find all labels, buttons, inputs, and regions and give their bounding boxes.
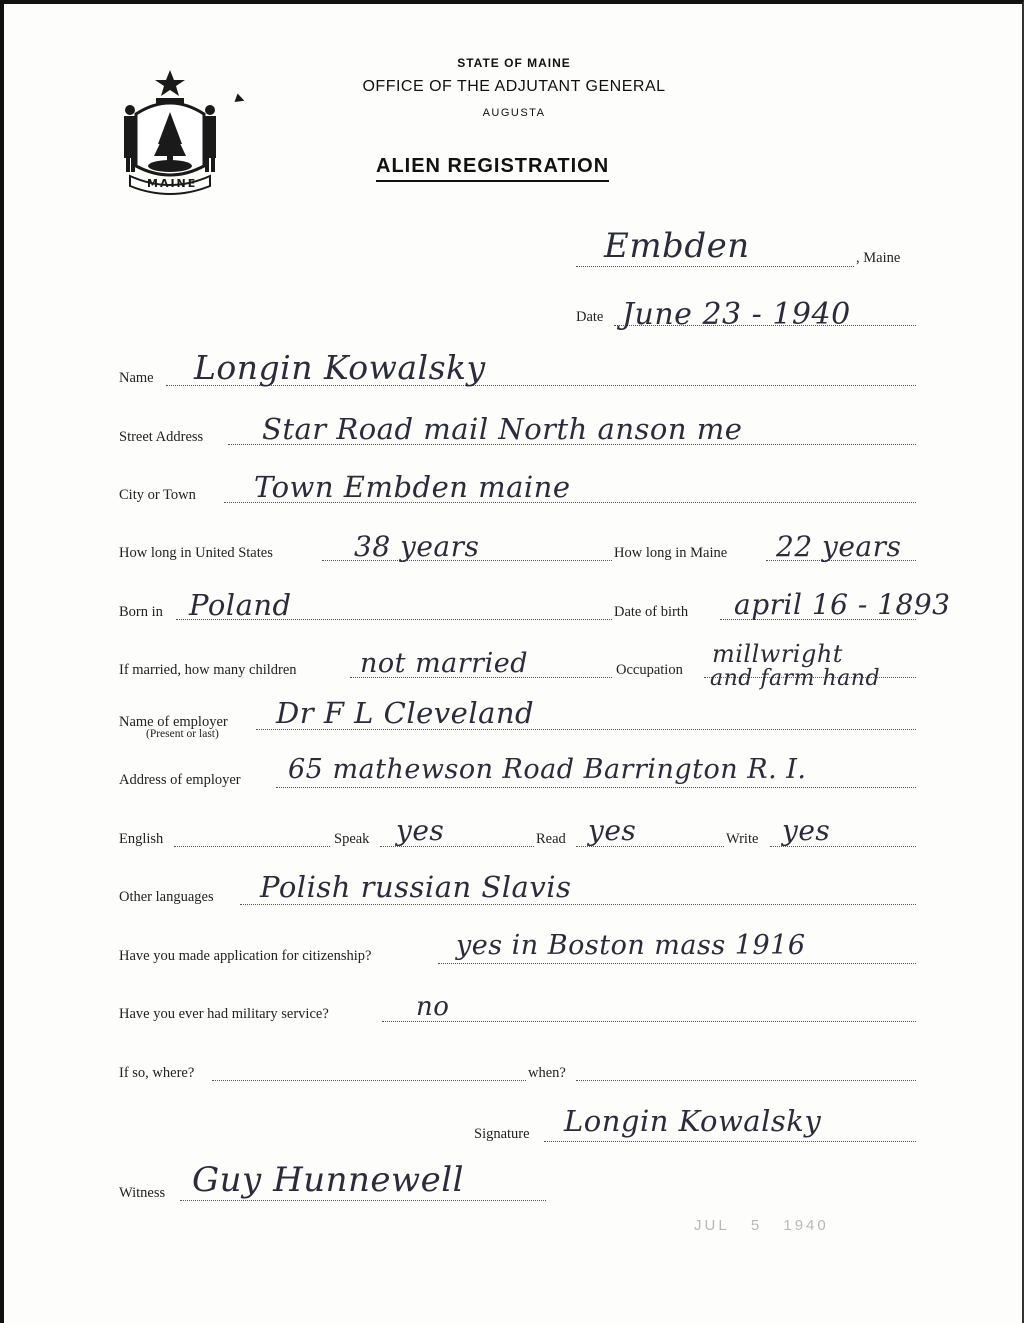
read-value: yes bbox=[588, 814, 637, 847]
years-us-value: 38 years bbox=[354, 530, 480, 563]
citizenship-value: yes in Boston mass 1916 bbox=[456, 930, 806, 961]
employer-sublabel: (Present or last) bbox=[146, 728, 219, 740]
write-label: Write bbox=[726, 831, 759, 847]
military-line bbox=[382, 1021, 916, 1022]
years-maine-value: 22 years bbox=[776, 530, 902, 563]
stamp-day: 5 bbox=[750, 1217, 763, 1234]
born-value: Poland bbox=[189, 588, 292, 622]
employer-address-line bbox=[276, 787, 916, 788]
form-title: ALIEN REGISTRATION bbox=[376, 155, 609, 182]
where-line bbox=[212, 1080, 526, 1081]
received-stamp bbox=[694, 1217, 843, 1234]
stamp-year: 1940 bbox=[783, 1217, 829, 1234]
pen-mark-icon: ▸ bbox=[233, 87, 249, 109]
street-label: Street Address bbox=[119, 429, 204, 445]
citizenship-line bbox=[438, 963, 916, 964]
employer-value: Dr F L Cleveland bbox=[276, 696, 535, 730]
witness-line bbox=[180, 1200, 546, 1201]
date-label: Date bbox=[576, 309, 604, 325]
name-value: Longin Kowalsky bbox=[194, 348, 486, 387]
signature-value: Longin Kowalsky bbox=[564, 1104, 822, 1138]
stamp-month: JUL bbox=[694, 1217, 730, 1234]
occupation-value: millwright bbox=[712, 640, 843, 668]
occupation-value-2: and farm hand bbox=[710, 666, 881, 691]
english-label: English bbox=[119, 831, 164, 847]
signature-line bbox=[544, 1141, 916, 1142]
write-value: yes bbox=[782, 814, 831, 847]
dob-value: april 16 - 1893 bbox=[734, 588, 951, 621]
signature-label: Signature bbox=[474, 1126, 530, 1142]
witness-value: Guy Hunnewell bbox=[192, 1160, 465, 1200]
date-value: June 23 - 1940 bbox=[622, 297, 851, 332]
children-label: If married, how many children bbox=[119, 662, 297, 678]
other-languages-value: Polish russian Slavis bbox=[260, 870, 572, 904]
dob-label: Date of birth bbox=[614, 604, 689, 620]
where-label: If so, where? bbox=[119, 1065, 195, 1081]
military-label: Have you ever had military service? bbox=[119, 1006, 329, 1022]
city-label: City or Town bbox=[119, 487, 196, 503]
witness-label: Witness bbox=[119, 1185, 166, 1201]
city-heading: AUGUSTA bbox=[482, 107, 546, 119]
military-value: no bbox=[416, 992, 450, 1022]
when-label: when? bbox=[528, 1065, 566, 1081]
street-value: Star Road mail North anson me bbox=[262, 412, 743, 446]
place-line bbox=[576, 266, 854, 267]
years-us-label: How long in United States bbox=[119, 545, 273, 561]
years-maine-label: How long in Maine bbox=[614, 545, 728, 561]
other-languages-line bbox=[240, 904, 916, 905]
employer-address-label: Address of employer bbox=[119, 772, 241, 788]
speak-value: yes bbox=[396, 814, 445, 847]
state-heading: STATE OF MAINE bbox=[457, 56, 571, 70]
seal-text: MAINE bbox=[147, 177, 198, 190]
english-line bbox=[174, 846, 330, 847]
other-languages-label: Other languages bbox=[119, 889, 214, 905]
children-value: not married bbox=[360, 648, 528, 679]
employer-label: Name of employer bbox=[119, 714, 228, 730]
employer-address-value: 65 mathewson Road Barrington R. I. bbox=[288, 754, 807, 785]
office-heading: OFFICE OF THE ADJUTANT GENERAL bbox=[362, 78, 666, 95]
name-label: Name bbox=[119, 370, 154, 386]
city-value: Town Embden maine bbox=[254, 470, 571, 504]
speak-label: Speak bbox=[334, 831, 370, 847]
citizenship-label: Have you made application for citizenship? bbox=[119, 948, 372, 964]
when-line bbox=[576, 1080, 916, 1081]
born-label: Born in bbox=[119, 604, 163, 620]
read-label: Read bbox=[536, 831, 566, 847]
place-suffix: , Maine bbox=[856, 250, 901, 266]
occupation-label: Occupation bbox=[616, 662, 683, 678]
place-value: Embden bbox=[604, 226, 750, 266]
